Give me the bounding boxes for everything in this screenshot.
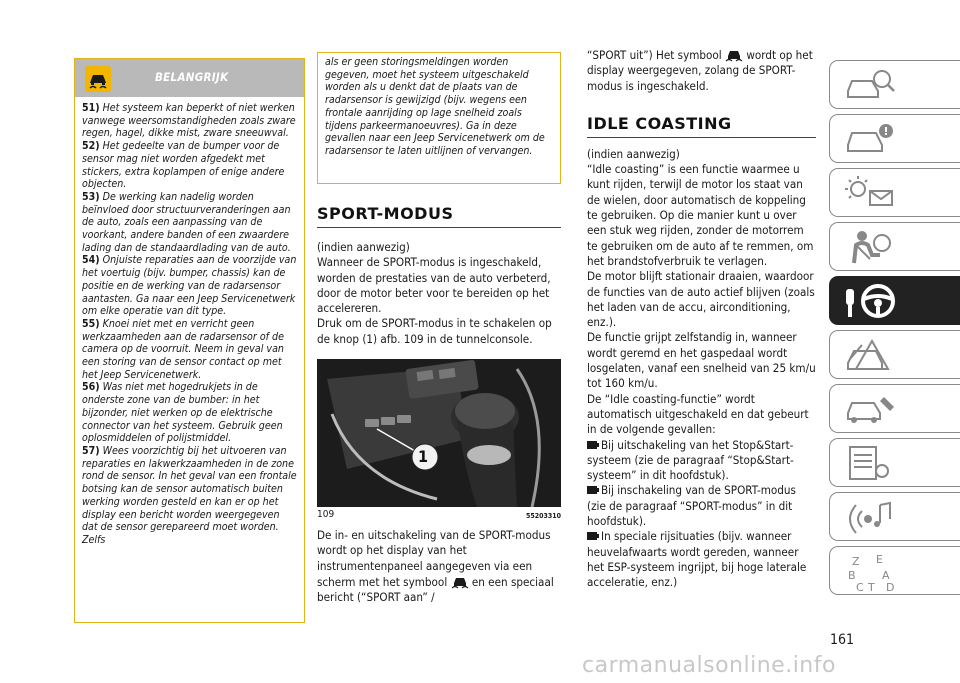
tab-maintenance[interactable] xyxy=(829,384,960,433)
tab-warning-lights[interactable] xyxy=(829,168,960,217)
car-maintenance-icon xyxy=(842,389,902,429)
warning-title: BELANGRIJK xyxy=(155,70,229,84)
note-number: 54) xyxy=(82,254,100,267)
note-text: Het gedeelte van de bumper voor de sensor mag niet worden afgedekt met stickers, extra koplampen of enige andere objecten. xyxy=(82,140,285,191)
watermark-link[interactable]: carmanualsonline.info xyxy=(582,653,836,678)
bullet-icon xyxy=(587,486,597,494)
sport-symbol-part1: “SPORT uit”) Het symbool xyxy=(587,48,722,62)
note-text: Knoei niet met en verricht geen werkzaamheden aan de radarsensor of de camera op de voorruit. Neem in geval van een storing van de sensor contact op met het Jeep Servicenetwerk. xyxy=(82,317,284,381)
note-number: 53) xyxy=(82,190,100,203)
sport-symbol-text xyxy=(587,47,816,94)
note-number: 55) xyxy=(82,317,100,330)
tab-technical-data[interactable] xyxy=(829,438,960,487)
car-search-icon xyxy=(842,65,902,105)
idle-coasting-heading: IDLE COASTING xyxy=(587,114,816,138)
svg-text:B: B xyxy=(848,569,856,582)
note-text: Onjuiste reparaties aan de voorzijde van het voertuig (bijv. bumper, chassis) kan de positie en de werking van de radarsensor aantasten. Ga naar een Jeep Servicenetwerk om elke operatie van dit type. xyxy=(82,254,297,318)
tab-emergency[interactable] xyxy=(829,330,960,379)
sport-mode-heading: SPORT-MODUS xyxy=(317,204,561,228)
idle-bullet-1 xyxy=(587,438,816,484)
tab-car-info[interactable] xyxy=(829,114,960,163)
middle-column xyxy=(317,52,561,606)
note-text: Het systeem kan beperkt of niet werken vanwege weersomstandigheden zoals zware regen, hagel, dikke mist, zware sneeuwval. xyxy=(82,102,296,140)
bullet-text: Bij inschakeling van de SPORT-modus (zie de paragraaf “SPORT-modus” in dit hoofdstuk). xyxy=(587,483,796,529)
car-skid-warning-icon xyxy=(85,66,111,92)
tab-multimedia[interactable] xyxy=(829,492,960,541)
note-57 xyxy=(82,445,297,547)
sport-mode-symbol-icon xyxy=(725,47,743,62)
figure-callout-1: 1 xyxy=(418,447,429,467)
idle-bullet-3 xyxy=(587,529,816,590)
svg-text:D: D xyxy=(886,581,895,594)
figure-caption xyxy=(317,509,561,520)
note-52 xyxy=(82,140,297,191)
sport-availability: (indien aanwezig) xyxy=(317,240,410,254)
bullet-icon xyxy=(587,532,597,540)
warning-notes xyxy=(75,97,304,547)
bullet-text: Bij uitschakeling van het Stop&Start-systeem (zie de paragraaf “Stop&Start-systeem” in dit hoofdstuk). xyxy=(587,437,794,483)
idle-description: “Idle coasting” is een functie waarmee u kunt rijden, terwijl de motor los staat van de wielen, door automatisch de koppeling te gebruiken. Op die manier kunt u over een stuk weg rijden, zonder de motorrem te gebruiken om de auto af te remmen, om het brandstofverbruik te verlagen. xyxy=(587,162,814,268)
idle-bullet-2 xyxy=(587,483,816,529)
sport-symbol-part2: wordt op het display weergegeven, zolang de SPORT-modus is ingeschakeld. xyxy=(587,48,813,93)
idle-deactivation-text: De “Idle coasting-functie” wordt automatisch uitgeschakeld en dat gebeurt in de volgende gevallen: xyxy=(587,391,809,437)
tab-index[interactable] xyxy=(829,546,960,595)
alphabetical-index-icon xyxy=(842,551,902,595)
note-number: 57) xyxy=(82,444,100,457)
tab-safety[interactable] xyxy=(829,222,960,271)
note-number: 56) xyxy=(82,381,100,394)
svg-text:A: A xyxy=(882,569,890,582)
warning-header xyxy=(75,59,304,97)
figure-number: 109 xyxy=(317,509,335,521)
note-text: Was niet met hogedrukjets in de onderste zone van de bumber: in het bijzonder, niet werken op de elektrische connector van het systeem. Gebruik geen oplosmiddelen of polijstmiddel. xyxy=(82,381,283,445)
warning-lights-icon xyxy=(842,173,902,213)
steering-wheel-key-icon xyxy=(842,281,902,325)
idle-availability: (indien aanwezig) xyxy=(587,146,680,161)
warning-box xyxy=(74,58,305,623)
note-56 xyxy=(82,381,297,445)
svg-text:T: T xyxy=(868,581,875,594)
page-number: 161 xyxy=(830,632,855,648)
car-info-icon xyxy=(842,119,902,159)
svg-text:C: C xyxy=(856,581,864,594)
sport-activation: Druk om de SPORT-modus in te schakelen op de knop (1) afb. 109 in de tunnelconsole. xyxy=(317,316,552,346)
svg-text:E: E xyxy=(876,553,883,566)
tunnel-console-photo xyxy=(317,359,561,507)
note-55 xyxy=(82,318,297,382)
note-text: Wees voorzichtig bij het uitvoeren van reparaties en lakwerkzaamheden in de zone rond de sensor. In het geval van een frontale botsing kan de sensor automatisch buiten werking worden gesteld en kan er op het display een bericht worden weergegeven dat de sensor gerepareerd moet worden. Zelfs xyxy=(82,444,297,546)
sport-mode-symbol-icon xyxy=(451,574,469,589)
tab-car-search[interactable] xyxy=(829,60,960,109)
idle-speed-text: De functie grijpt zelfstandig in, wanneer wordt geremd en het gaspedaal wordt losgelaten, vanaf een snelheid van 25 km/u tot 160 km/u. xyxy=(587,330,816,391)
warning-continued-text: als er geen storingsmeldingen worden gegeven, moet het systeem uitgeschakeld worden als u denkt dat de plaats van de radarsensor is gewijzigd (bijv. wegens een frontale aanrijding op lage snelheid zoals tijdens parkeermanoeuvres). Ga in deze gevallen naar een Jeep Servicenetwerk om de radarsensor te laten uitlijnen of vervangen. xyxy=(325,56,545,157)
note-text: De werking kan nadelig worden beïnvloed door structuurveranderingen aan de auto, zoals een aanpassing van de voorkant, andere banden of een zwaardere lading dan de standaardlading van de auto. xyxy=(82,190,291,254)
note-53 xyxy=(82,191,297,255)
sport-indication-text xyxy=(317,528,561,605)
breakdown-warning-icon xyxy=(842,335,902,375)
multimedia-icon xyxy=(842,497,902,537)
sport-indication-part2: en een speciaal bericht (“SPORT aan” / xyxy=(317,574,554,605)
figure-code: 55203310 xyxy=(525,512,561,521)
note-number: 52) xyxy=(82,140,100,153)
sport-description: Wanneer de SPORT-modus is ingeschakeld, worden de prestaties van de auto verbeterd, door de motor beter voor te bereiden op het accelereren. xyxy=(317,255,551,316)
sport-mode-body xyxy=(317,240,561,347)
note-51 xyxy=(82,102,297,140)
svg-text:Z: Z xyxy=(852,555,860,568)
note-number: 51) xyxy=(82,102,100,114)
idle-engine-text: De motor blijft stationair draaien, waardoor de functies van de auto actief blijven (zoals het laden van de accu, airconditioning, enz.). xyxy=(587,269,815,330)
sport-indication-part1: De in- en uitschakeling van de SPORT-modus wordt op het display van het instrumentenpaneel aangegeven via een scherm met het symbool xyxy=(317,528,551,589)
tab-starting-driving[interactable] xyxy=(829,276,960,325)
right-column xyxy=(587,47,816,591)
note-54 xyxy=(82,254,297,318)
bullet-icon xyxy=(587,441,597,449)
bullet-text: In speciale rijsituaties (bijv. wanneer heuvelafwaarts wordt gereden, wanneer het ESP-systeem ingrijpt, bij hoge laterale acceleratie, enz.) xyxy=(587,529,807,590)
seatbelt-airbag-icon xyxy=(842,227,902,267)
warning-continued-box xyxy=(317,52,561,184)
idle-coasting-body xyxy=(587,147,816,591)
technical-data-icon xyxy=(842,443,902,483)
